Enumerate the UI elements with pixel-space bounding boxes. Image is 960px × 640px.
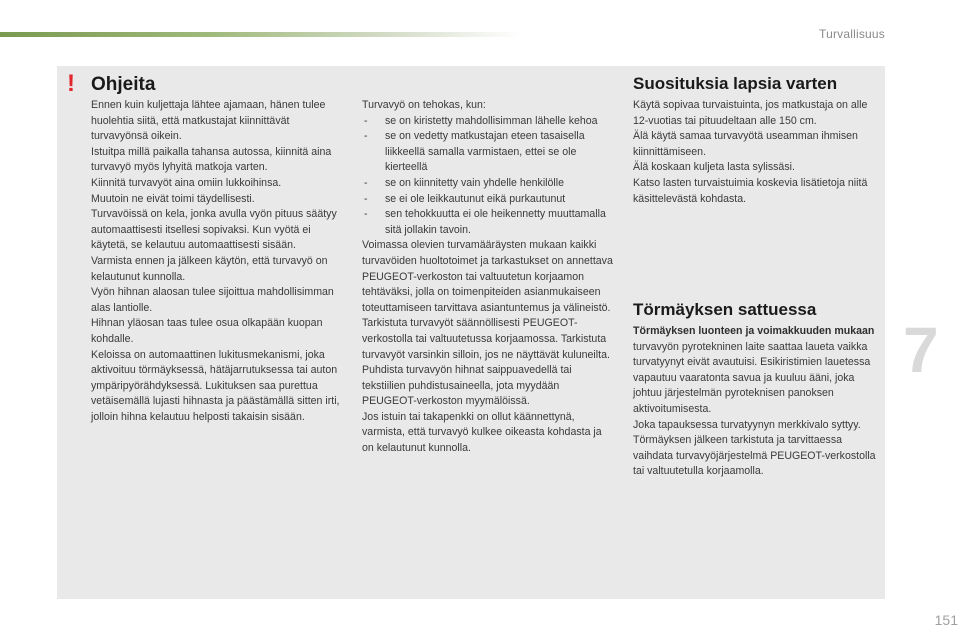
paragraph: Käytä sopivaa turvaistuinta, jos matkustaja on alle 12-vuotias tai pituudeltaan alle 150 cm. <box>633 99 868 127</box>
list-item-text: se on kiristetty mahdollisimman lähelle kehoa <box>385 114 598 127</box>
guidelines-column-1 <box>91 98 343 425</box>
section-name: Turvallisuus <box>819 27 885 41</box>
paragraph: Hihnan yläosan taas tulee osua olkapään kuopan kohdalle. <box>91 317 323 345</box>
paragraph: Vyön hihnan alaosan tulee sijoittua mahdollisimman alas lantiolle. <box>91 286 334 314</box>
paragraph: Voimassa olevien turvamääräysten mukaan kaikki turvavöiden huoltotoimet ja tarkastukset on annettava PEUGEOT-verkoston tai valtuutetun korjaamon tehtäväksi, jolla on toimenpiteiden asianmukaiseen toteuttamiseen tarvittava asiantuntemus ja välineistö. <box>362 239 613 314</box>
paragraph: Törmäyksen jälkeen tarkistuta ja tarvittaessa vaihdata turvavyöjärjestelmä PEUGEOT-verkostolla tai valtuutetulla korjaamolla. <box>633 434 876 478</box>
lead-bold: Törmäyksen luonteen ja voimakkuuden mukaan <box>633 325 875 337</box>
collision-title: Törmäyksen sattuessa <box>633 300 817 319</box>
paragraph: Puhdista turvavyön hihnat saippuavedellä tai tekstiilien puhdistusaineella, jota myydään PEUGEOT-verkoston myymälöissä. <box>362 364 572 408</box>
header-stripe <box>0 32 520 37</box>
paragraph: Älä koskaan kuljeta lasta sylissäsi. <box>633 161 795 174</box>
list-item-text: se ei ole leikkautunut eikä purkautunut <box>385 192 566 205</box>
paragraph: Älä käytä samaa turvavyötä useamman ihmisen kiinnittämiseen. <box>633 130 858 158</box>
collision-text <box>633 324 883 480</box>
paragraph: Ennen kuin kuljettaja lähtee ajamaan, hänen tulee huolehtia siitä, että matkustajat kiinnittävät turvavyönsä oikein. <box>91 99 326 143</box>
guidelines-column-2 <box>362 98 616 457</box>
child-recommendations-title: Suosituksia lapsia varten <box>633 74 838 93</box>
list-item-text: se on kiinnitetty vain yhdelle henkilölle <box>385 176 565 189</box>
paragraph: Muutoin ne eivät toimi täydellisesti. <box>91 192 255 205</box>
paragraph: Keloissa on automaattinen lukitusmekanismi, joka aktivoituu törmäyksessä, hätäjarrutuksessa tai auton ympäripyörähdyksessä. Lukituksen saa purettua vetäisemällä lujasti hihnasta ja päästämällä sitten irti, jolloin hihna kelautuu helposti takaisin sisään. <box>91 348 340 423</box>
paragraph <box>633 324 883 418</box>
paragraph: Katso lasten turvaistuimia koskevia lisätietoja niitä käsittelevästä kohdasta. <box>633 176 868 205</box>
list-item: - se on kiinnitetty vain yhdelle henkilölle <box>364 176 565 189</box>
warning-icon: ! <box>67 70 75 97</box>
guidelines-title: Ohjeita <box>91 74 156 95</box>
list-item-text: se on vedetty matkustajan eteen tasaisella liikkeellä samalla varmistaen, ettei se ole kierteellä <box>385 130 585 174</box>
paragraph: Kiinnitä turvavyöt aina omiin lukkoihinsa. <box>91 176 282 189</box>
paragraph: Turvavöissä on kela, jonka avulla vyön pituus säätyy automaattisesti itsellesi sopivaksi. Kun vyötä ei käytetä, se kelautuu automaattisesti sisään. <box>91 208 337 252</box>
list-intro: Turvavyö on tehokas, kun: <box>362 99 486 111</box>
chapter-number: 7 <box>903 314 939 386</box>
paragraph: Jos istuin tai takapenkki on ollut käännettynä, varmista, että turvavyö kulkee oikeasta kohdasta ja on kelautunut kunnolla. <box>362 410 602 455</box>
list-item: - se on kiristetty mahdollisimman lähelle kehoa <box>364 114 598 127</box>
paragraph: Varmista ennen ja jälkeen käytön, että turvavyö on kelautunut kunnolla. <box>91 254 328 283</box>
lead-rest: turvavyön pyrotekninen laite saattaa laueta vaikka turvatyynyt eivät avautuisi. Esikiristimien lauetessa vapautuu vaaratonta savua ja kuuluu ääni, joka johtuu järjestelmän pyroteknisen panoksen aktivoitumisesta. <box>633 340 871 415</box>
list-item-text: sen tehokkuutta ei ole heikennetty muuttamalla sitä jollakin tavoin. <box>385 208 606 236</box>
paragraph: Joka tapauksessa turvatyynyn merkkivalo syttyy. <box>633 418 861 431</box>
list-item: - se ei ole leikkautunut eikä purkautunut <box>364 192 566 205</box>
list-item: - se on vedetty matkustajan eteen tasaisella liikkeellä samalla varmistaen, ettei se ole kierteellä <box>364 130 585 174</box>
paragraph: Tarkistuta turvavyöt säännöllisesti PEUGEOT-verkostolla tai valtuutetussa korjaamossa. Tarkistuta turvavyöt varsinkin silloin, jos ne näyttävät kuluneilta. <box>362 317 610 361</box>
page-number: 151 <box>934 612 958 628</box>
child-recommendations-text <box>633 98 883 207</box>
paragraph: Istuitpa millä paikalla tahansa autossa, kiinnitä aina turvavyö myös lyhyitä matkoja varten. <box>91 145 332 174</box>
list-item: - sen tehokkuutta ei ole heikennetty muuttamalla sitä jollakin tavoin. <box>364 208 606 236</box>
